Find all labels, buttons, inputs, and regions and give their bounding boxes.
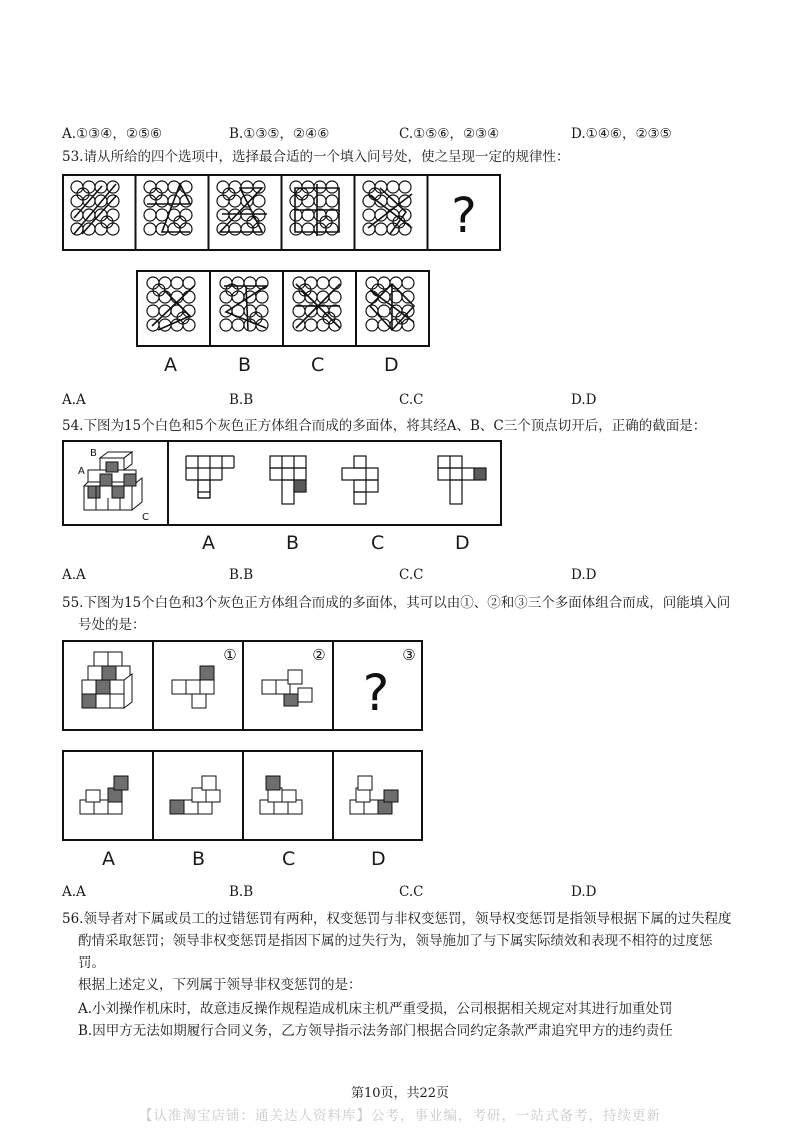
q53-question-figure [62,174,502,252]
q53-fig-letter-d: D [384,354,399,376]
q55-answer-figure [62,750,424,842]
q55-circled-3: ③ [402,646,416,664]
q52-option-c: C.①⑤⑥，②③④ [399,126,500,142]
q56-option-a: A.小刘操作机床时，故意违反操作规程造成机床主机严重受损，公司根据相关规定对其进行加重处罚 [78,1001,673,1017]
q52-option-d: D.①④⑥，②③⑤ [571,126,672,142]
q54-option-d: D.D [571,567,597,583]
page-number: 第10页，共22页 [350,1086,450,1101]
q56-line3: 罚。 [78,955,105,971]
q55-circled-1: ① [223,646,237,664]
q56-option-b: B.因甲方无法如期履行合同义务，乙方领导指示法务部门根据合同约定条款严肃追究甲方的违约责任 [78,1023,673,1039]
q53-fig-letter-b: B [238,354,252,376]
q55-option-d: D.D [571,884,597,900]
q53-stem: 53.请从所给的四个选项中，选择最合适的一个填入问号处，使之呈现一定的规律性： [62,149,570,165]
q55-fig-letter-c: C [282,848,296,870]
q55-fig-letter-d: D [371,848,386,870]
q53-question-mark: ? [451,188,477,244]
q54-fig-letter-c: C [371,532,385,554]
q53-fig-letter-c: C [311,354,325,376]
q56-line1: 56.领导者对下属或员工的过错惩罚有两种，权变惩罚与非权变惩罚，领导权变惩罚是指领导根据下属的过失程度 [62,911,732,927]
q53-fig-letter-a: A [164,354,177,376]
q55-fig-letter-a: A [102,848,115,870]
q55-stem-line1: 55.下图为15个白色和3个灰色正方体组合而成的多面体，其可以由①、②和③三个多面体组合而成，问能填入问 [62,595,731,611]
q54-option-c: C.C [399,567,424,583]
q53-option-b: B.B [229,392,254,408]
q55-stem-line2: 号处的是： [78,617,146,633]
q53-option-c: C.C [399,392,424,408]
q54-vertex-a: A [78,466,85,477]
q53-option-d: D.D [571,392,597,408]
q54-fig-letter-b: B [286,532,300,554]
q54-option-b: B.B [229,567,254,583]
q54-vertex-b: B [90,448,97,459]
q52-option-b: B.①③⑤，②④⑥ [229,126,330,142]
q54-fig-letter-d: D [455,532,470,554]
q55-fig-letter-b: B [192,848,206,870]
q55-question-mark: ? [362,664,390,722]
q54-figure [62,440,504,526]
q55-option-b: B.B [229,884,254,900]
q56-line2: 酌情采取惩罚；领导非权变惩罚是指因下属的过失行为，领导施加了与下属实际绩效和表现不相符的过度惩 [78,933,713,949]
q55-option-c: C.C [399,884,424,900]
q54-vertex-c: C [142,512,149,523]
q54-stem: 54.下图为15个白色和5个灰色正方体组合而成的多面体，将其经A、B、C三个顶点切开后，正确的截面是： [62,418,707,434]
q55-circled-2: ② [312,646,326,664]
q53-answer-figure [136,270,432,348]
q54-option-a: A.A [62,567,86,583]
q54-fig-letter-a: A [202,532,215,554]
watermark: 【认准淘宝店铺：通关达人资料库】公考，事业编，考研，一站式备考，持续更新 [139,1108,661,1124]
q56-prompt: 根据上述定义，下列属于领导非权变惩罚的是： [78,977,362,993]
q53-option-a: A.A [62,392,86,408]
q55-question-figure [62,640,424,732]
q52-option-a: A.①③④，②⑤⑥ [62,126,163,142]
q55-option-a: A.A [62,884,86,900]
